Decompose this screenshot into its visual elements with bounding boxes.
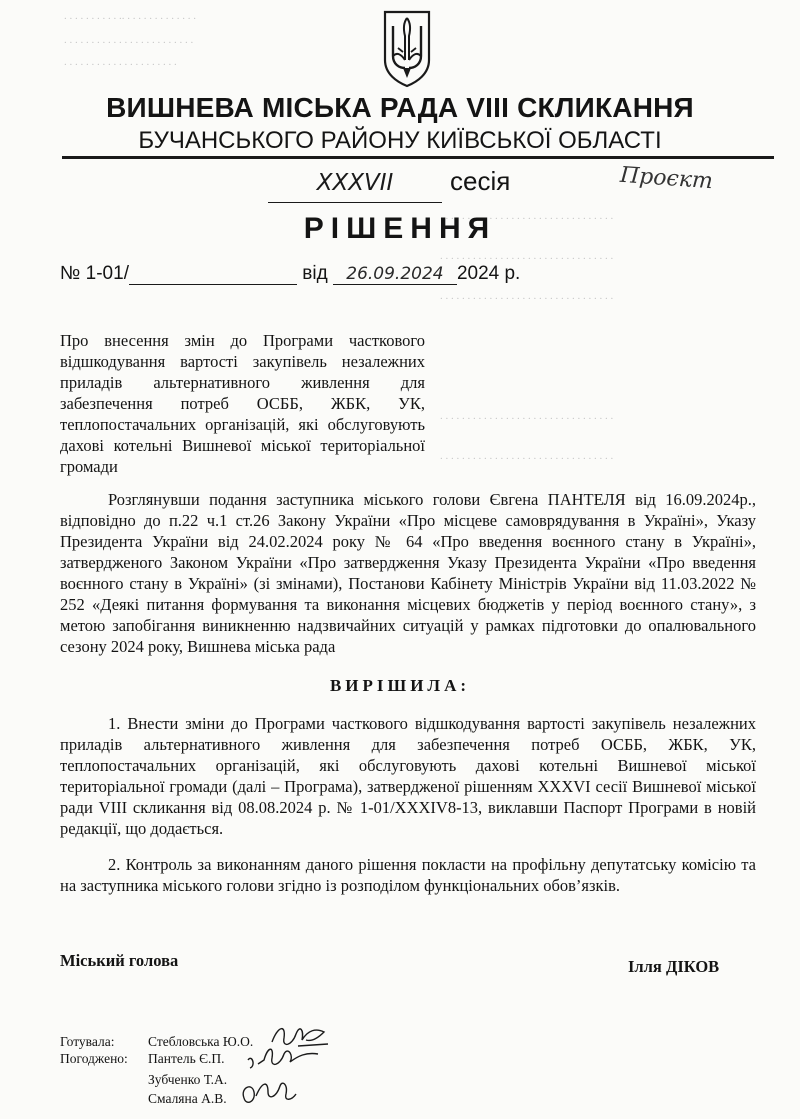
- prepared-label: Готувала:: [60, 1034, 115, 1049]
- handwritten-signature-icon: [244, 1042, 324, 1072]
- approver-name: Смаляна А.В.: [148, 1091, 227, 1106]
- number-prefix: № 1-01/: [60, 263, 129, 284]
- resolution-item-text: 2. Контроль за виконанням даного рішення покласти на профільну депутатську комісію та на заступника міського голови згідно із розподілом функціональних обов’язків.: [60, 855, 756, 895]
- signatory-name: Ілля ДІКОВ: [628, 957, 720, 976]
- bleed-through-text: . . . . . . . . . . . . . . . . . . . . . . . . . . . . . . . .: [440, 210, 614, 222]
- council-title: ВИШНЕВА МІСЬКА РАДА VIII СКЛИКАННЯ: [106, 92, 694, 123]
- date-prefix: від: [302, 263, 328, 284]
- bleed-through-text: . . . . . . . . . . . . . . . . . . . . . . . . . . . . . . . .: [440, 410, 614, 422]
- bleed-through-text: . . . . . . . . . . . . . . . . . . . . . . . . . . . . . . . .: [440, 450, 614, 462]
- year-suffix: 2024 р.: [456, 263, 521, 284]
- district-title: БУЧАНСЬКОГО РАЙОНУ КИЇВСЬКОЇ ОБЛАСТІ: [138, 127, 662, 154]
- approver-name: Зубченко Т.А.: [148, 1072, 228, 1087]
- decision-number-line: [60, 263, 520, 285]
- bleed-through-text: . . . . . . . . . . . . . . . . . . . . .: [64, 56, 177, 68]
- bleed-through-text: . . . . . . . . . . .. . . . . . . . . . . . . .: [64, 10, 196, 22]
- signatory-title: Міський голова: [60, 951, 179, 970]
- resolution-item-text: 1. Внести зміни до Програми часткового відшкодування вартості закупівель незалежних приладів альтернативного живлення для забезпечення потреб ОСББ, ЖБК, УК, теплопостачальних організацій, які обслуговують дахові котельні Вишневої міської територіальної громади (далі – Програма), затвердженої рішенням XXXVI сесії Вишневої міської ради VIII скликання від 08.08.2024 р. № 1-01/XXXIV8-13, виклавши Паспорт Програми в новій редакції, що додається.: [60, 714, 756, 838]
- bleed-through-text: . . . . . . . . . . . . . . . . . . . . . . . .: [64, 34, 194, 46]
- preamble-text: Розглянувши подання заступника міського голови Євгена ПАНТЕЛЯ від 16.09.2024р., відповідно до п.22 ч.1 ст.26 Закону України «Про місцеве самоврядування в Україні», Указу Президента України від 24.02.2024 року № 64 «Про введення воєнного стану в Україні», затвердженого Законом України «Про затвердження Указу Президента України «Про введення воєнного стану в Україні» (зі змінами), Постанови Кабінету Міністрів України від 11.03.2022 № 252 «Деякі питання формування та виконання місцевих бюджетів у період воєнного стану», з метою запобігання виникненню надзвичайних ситуацій у рамках підготовки до опалювального сезону 2024 року, Вишнева міська рада: [60, 490, 756, 656]
- resolution-item-2: [60, 854, 756, 896]
- preamble: [60, 489, 756, 657]
- approver-name: Пантель Є.П.: [148, 1051, 225, 1066]
- approver-name: Стебловська Ю.О.: [148, 1034, 254, 1049]
- decision-title: РІШЕННЯ: [303, 212, 497, 245]
- resolution-item-1: [60, 713, 756, 839]
- session-number: XXXVII: [268, 170, 442, 203]
- resolved-heading: ВИРІШИЛА:: [329, 676, 471, 695]
- header-rule: [62, 156, 774, 159]
- bleed-through-text: . . . . . . . . . . . . . . . . . . . . . . . . . . . . . . . .: [440, 290, 614, 302]
- agreed-label: Погоджено:: [60, 1051, 128, 1066]
- session-label: сесія: [450, 166, 511, 196]
- session-line: [268, 166, 510, 203]
- bleed-through-text: . . . . . . . . . . . . . . . . . . . . . . . . . . . . . . . .: [440, 250, 614, 262]
- handwritten-signature-icon: [236, 1076, 300, 1110]
- number-blank: [129, 264, 297, 285]
- coat-of-arms-icon: [381, 8, 433, 88]
- decision-subject: Про внесення змін до Програми часткового відшкодування вартості закупівель незалежних приладів альтернативного живлення для забезпечення потреб ОСББ, ЖБК, УК, теплопостачальних організацій, які обслуговують дахові котельні Вишневої міської територіальної громади: [60, 331, 425, 476]
- draft-mark: Проєкт: [619, 162, 714, 195]
- decision-date: 26.09.2024: [333, 264, 457, 285]
